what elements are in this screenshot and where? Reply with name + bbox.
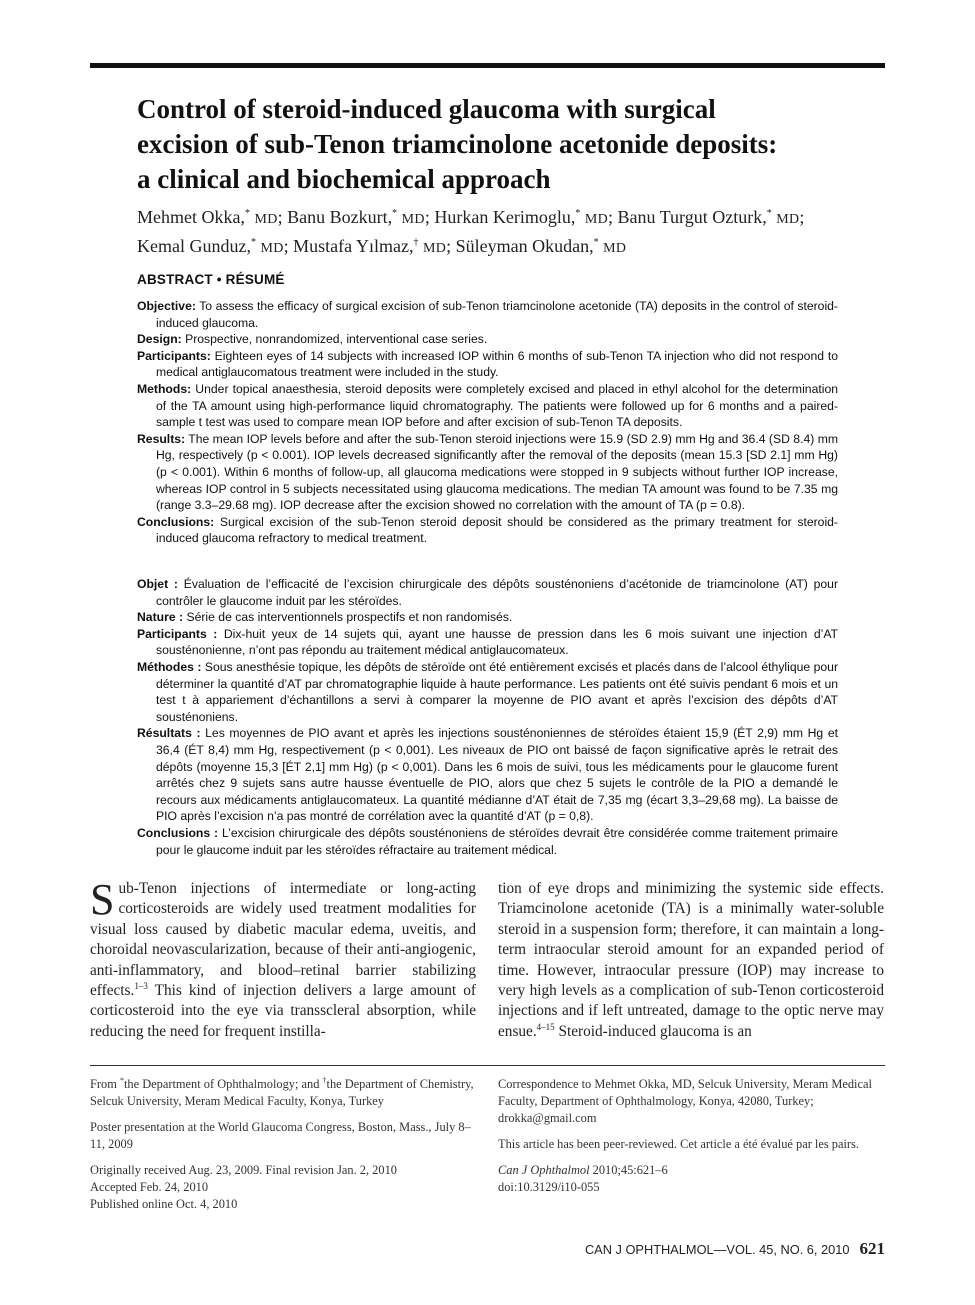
journal-volume: CAN J OPHTHALMOL—VOL. 45, NO. 6, 2010 [584, 1242, 850, 1257]
abstract-label: Conclusions : [137, 825, 219, 840]
citation-ref: 4–15 [536, 1021, 555, 1032]
author-name: Hurkan Kerimoglu, [434, 207, 576, 227]
body-text: tion of eye drops and minimizing the systemic side effects. Triamcinolone acetonide (TA) is a minimally water-soluble steroid in a suspension form; therefore, it can maintain a long-term intraocular steroid amount for an expanded period of time. However, intraocular pressure (IOP) may increase to very high levels as a complication of sub-Tenon corticosteroid injections and if left untreated, damage to the optic nerve may ensue. [498, 880, 884, 1040]
abstract-section [137, 725, 838, 825]
abstract-text: Surgical excision of the sub-Tenon steroid deposit should be considered as the primary treatment for steroid-induced glaucoma refractory to medical treatment. [156, 514, 838, 546]
author-mark: * [766, 208, 772, 219]
abstract-text: Dix-huit yeux de 14 sujets qui, ayant une hausse de pression dans les 6 mois suivant une injection d’AT sousténonienne, n’ont pas répondu au traitement médical antiglaucomateux. [156, 626, 838, 658]
author-degree: MD [254, 212, 278, 227]
abstract-text: Sous anesthésie topique, les dépôts de stéroïde ont été entièrement excisés et placés dans de l’alcool éthylique pour déterminer la quantité d’AT par chromatographie liquide à haute performance. Les patients ont été suivis pendant 6 mois et un test t à appariement d’échantillons a servi à comparer la moyenne de PIO avant et après l’excision des dépôts d’AT sousténoniens. [156, 659, 838, 724]
author-name: Banu Turgut Ozturk, [617, 207, 767, 227]
abstract-text: Les moyennes de PIO avant et après les injections sousténoniennes de stéroïdes étaient 15,9 (ÉT 2,9) mm Hg et 36,4 (ÉT 8,4) mm Hg, respectivement (p < 0,001). Les niveaux de PIO ont baissé de façon significative après le retrait des dépôts (moyenne 15,3 [ÉT 2,1] mm Hg) (p < 0,001). Dans les 6 mois de suivi, tous les médicaments pour le glaucome furent arrêtés chez 9 sujets sans autre hausse éventuelle de PIO, alors que chez 5 sujets le contrôle de la PIO a demandé le recours aux médicaments antiglaucomateux. La quantité médianne d’AT était de 7,35 mg (écart 3,3–29,68 mg). La baisse de PIO après l’excision n’a pas montré de corrélation avec la quantité d’AT (p = 0,8). [156, 726, 838, 824]
author-mark: * [575, 208, 581, 219]
body-column-right [498, 879, 884, 1042]
abstract-label: Résultats : [137, 726, 201, 741]
correspondence-note: Correspondence to Mehmet Okka, MD, Selcuk University, Meram Medical Faculty, Department of Ophthalmology, Konya, 42080, Turkey; drokka@gmail.com [498, 1077, 872, 1125]
abstract-label: Conclusions: [137, 514, 215, 529]
body-text: This kind of injection delivers a large amount of corticosteroid into the eye via transscleral absorption, while reducing the need for frequent instilla- [90, 982, 476, 1040]
abstract-english [137, 298, 838, 547]
author [137, 207, 283, 227]
citation-ref: 1–3 [134, 980, 148, 991]
author-name: Kemal Gunduz, [137, 236, 251, 256]
abstract-section [137, 626, 838, 659]
abstract-label: Participants: [137, 348, 211, 363]
affiliation-note [90, 1076, 476, 1110]
abstract-section [137, 825, 838, 858]
footnotes-left [90, 1076, 476, 1213]
author-name: Banu Bozkurt, [287, 207, 393, 227]
abstract-text: The mean IOP levels before and after the sub-Tenon steroid injections were 15.9 (SD 2.9) mm Hg and 36.4 (SD 8.4) mm Hg, respectively (p < 0.001). IOP levels decreased significantly after the removal of the deposits (mean 15.3 [SD 2.1] mm Hg) (p < 0.001). Within 6 months of follow-up, all glaucoma medications were stopped in 9 subjects without further IOP increase, whereas IOP control in 5 subjects necessitated using glaucoma medications. The median TA amount was found to be 7.35 mg (range 3.3–29.68 mg). IOP decrease after the excision showed no correlation with the amount of TA (p = 0.8). [156, 431, 838, 513]
author-name: Mehmet Okka, [137, 207, 245, 227]
abstract-label: Nature : [137, 610, 184, 625]
abstract-label: Méthodes : [137, 659, 202, 674]
citation-text: 2010;45:621–6 [589, 1163, 668, 1177]
peer-review-note: This article has been peer-reviewed. Cet article a été évalué par les pairs. [498, 1137, 859, 1151]
abstract-label: Methods: [137, 381, 192, 396]
author-degree: MD [584, 212, 608, 227]
author-mark: † [413, 237, 419, 248]
abstract-section [137, 609, 838, 626]
drop-cap: S [90, 875, 115, 924]
citation-note [498, 1162, 884, 1196]
abstract-section [137, 576, 838, 609]
body-text: Steroid-induced glaucoma is an [554, 1022, 752, 1040]
abstract-text: To assess the efficacy of surgical excision of sub-Tenon triamcinolone acetonide (TA) deposits in the control of steroid-induced glaucoma. [156, 299, 838, 330]
abstract-label: Participants : [137, 626, 218, 641]
abstract-label: Objet : [137, 577, 178, 591]
doi-text: doi:10.3129/i10-055 [498, 1180, 600, 1194]
abstract-text: Évaluation de l’efficacité de l’excision chirurgicale des dépôts sousténoniens d’acétonide de triamcinolone (AT) pour contrôler le glaucome induit par les stéroïdes. [156, 577, 839, 608]
journal-name: Can J Ophthalmol [498, 1163, 590, 1177]
title-line: Control of steroid-induced glaucoma with surgical [137, 94, 716, 124]
abstract-label: Objective: [137, 299, 196, 313]
abstract-section [137, 381, 838, 431]
title-line: a clinical and biochemical approach [137, 164, 551, 194]
author-separator: ; [446, 236, 452, 256]
received-date: Originally received Aug. 23, 2009. Final revision Jan. 2, 2010 [90, 1163, 397, 1177]
author-mark: * [250, 237, 256, 248]
author-separator: ; [283, 236, 289, 256]
footnotes-right [498, 1076, 884, 1196]
author-name: Mustafa Yılmaz, [293, 236, 414, 256]
abstract-section [137, 298, 838, 331]
body-column-left [90, 875, 476, 1042]
abstract-section [137, 331, 838, 348]
published-date: Published online Oct. 4, 2010 [90, 1197, 238, 1211]
author-mark: * [244, 208, 250, 219]
footnote-rule [90, 1065, 885, 1066]
abstract-text: L’excision chirurgicale des dépôts sousténoniens de stéroïdes devrait être considérée comme traitement primaire pour le glaucome induit par les stéroïdes réfractaire au traitement médical. [156, 825, 839, 857]
author [456, 236, 627, 256]
abstract-label: Design: [137, 332, 182, 347]
author-degree: MD [603, 241, 627, 256]
author [287, 207, 430, 227]
affil-mark: * [119, 1075, 124, 1085]
affil-text: the Department of Ophthalmology; and [123, 1077, 323, 1091]
author [434, 207, 613, 227]
title-line: excision of sub-Tenon triamcinolone acetonide deposits: [137, 129, 778, 159]
abstract-label: Results: [137, 431, 186, 446]
abstract-text: Under topical anaesthesia, steroid deposits were completely excised and placed in ethyl alcohol for the determination of the TA amount using high-performance liquid chromatography. The patients were followed up for 6 months and a paired-sample t test was used to compare mean IOP before and after excision of sub-Tenon TA deposits. [156, 381, 838, 430]
author [618, 207, 805, 227]
affil-text: the Department of Chemistry, Selcuk University, Meram Medical Faculty, Konya, Turkey [90, 1077, 474, 1108]
abstract-section [137, 431, 838, 514]
abstract-section [137, 659, 838, 725]
dates-note [90, 1162, 476, 1213]
abstract-text: Série de cas interventionnels prospectifs et non randomisés. [183, 610, 513, 625]
author-mark: * [593, 237, 599, 248]
abstract-heading: ABSTRACT • RÉSUMÉ [137, 272, 285, 287]
abstract-text: Eighteen eyes of 14 subjects with increased IOP within 6 months of sub-Tenon TA injection who did not respond to medical antiglaucomatous treatment were included in the study. [156, 348, 838, 380]
abstract-french [137, 576, 838, 858]
author-degree: MD [401, 212, 425, 227]
abstract-section [137, 514, 838, 547]
author-separator: ; [277, 207, 283, 227]
running-footer [580, 1239, 885, 1259]
author-degree: MD [260, 241, 284, 256]
author-degree: MD [776, 212, 800, 227]
author-separator: ; [608, 207, 614, 227]
author-separator: ; [799, 207, 805, 227]
author-degree: MD [422, 241, 447, 256]
accepted-date: Accepted Feb. 24, 2010 [90, 1180, 209, 1194]
author-name: Süleyman Okudan, [455, 236, 594, 256]
author-separator: ; [424, 207, 430, 227]
article-title [137, 92, 877, 197]
page-number: 621 [859, 1239, 885, 1258]
author [137, 236, 289, 256]
abstract-text: Prospective, nonrandomized, interventional case series. [181, 332, 488, 347]
author-list [137, 204, 877, 262]
author-mark: * [392, 208, 398, 219]
body-text: ub-Tenon injections of intermediate or long-acting corticosteroids are widely used treatment modalities for visual loss caused by diabetic macular edema, uveitis, and choroidal neovascularization, because of their anti-angiogenic, anti-inflammatory, and blood–retinal barrier stabilizing effects. [90, 880, 476, 1000]
top-rule [90, 63, 885, 68]
affil-mark: † [322, 1075, 327, 1085]
author [293, 236, 451, 256]
abstract-section [137, 348, 838, 381]
affil-text: From [90, 1077, 120, 1091]
poster-note: Poster presentation at the World Glaucoma Congress, Boston, Mass., July 8–11, 2009 [90, 1120, 471, 1151]
